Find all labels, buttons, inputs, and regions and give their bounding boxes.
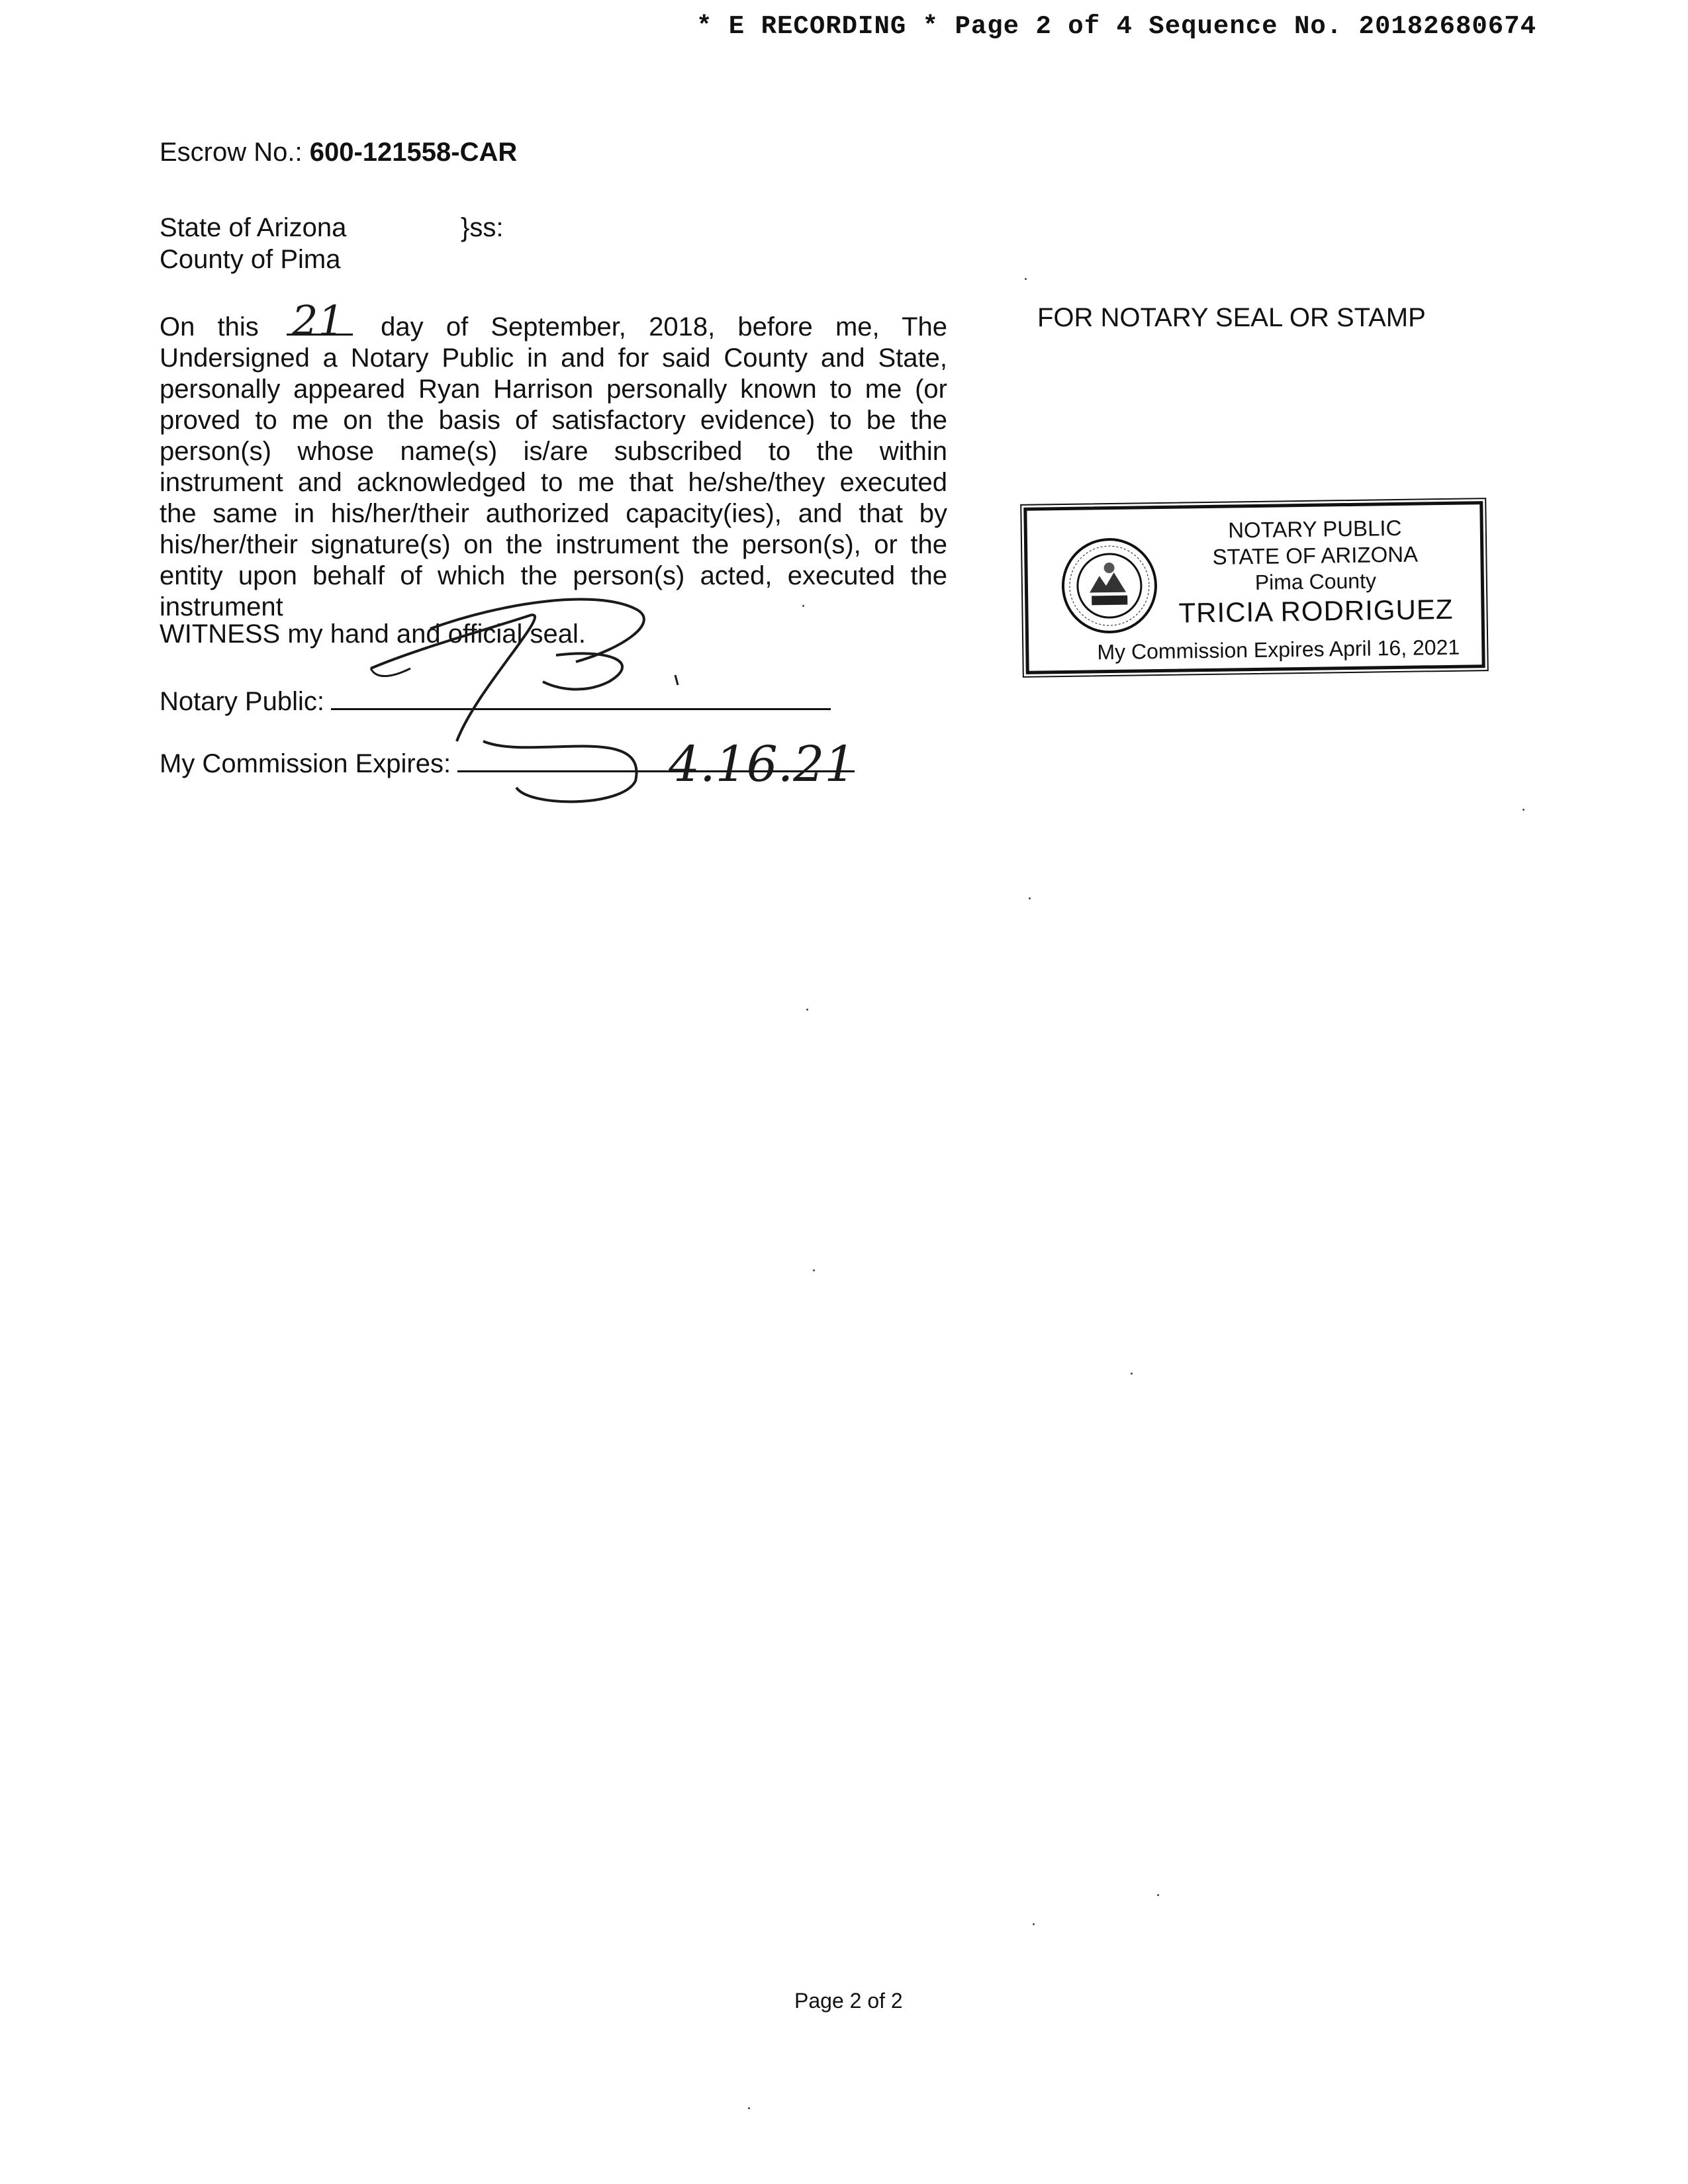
notary-public-line — [160, 682, 831, 717]
scan-speck — [806, 1009, 808, 1011]
ack-line: his/her/their signature(s) on the instrument the person(s), or the — [160, 530, 947, 559]
ack-suffix: day of September, 2018, before me, The — [381, 312, 948, 341]
commission-expires-rule — [457, 744, 855, 772]
escrow-label: Escrow No.: — [160, 138, 303, 167]
scan-speck — [1033, 1923, 1035, 1925]
scan-speck — [1029, 897, 1031, 899]
day-handwritten: 21 — [291, 296, 344, 345]
venue-ss: }ss: — [461, 213, 504, 242]
stamp-line3: Pima County — [1254, 569, 1377, 594]
venue-county: County of Pima — [160, 245, 341, 274]
seal-area-label: FOR NOTARY SEAL OR STAMP — [1037, 303, 1426, 332]
stamp-text — [1156, 514, 1475, 631]
escrow-number: 600-121558-CAR — [309, 138, 518, 167]
venue-block — [160, 212, 504, 275]
state-seal-icon — [1059, 535, 1160, 636]
commission-expires-label: My Commission Expires: — [160, 749, 451, 778]
scan-speck — [1025, 278, 1027, 280]
scan-speck — [748, 2107, 750, 2109]
ack-line: person(s) whose name(s) is/are subscribed to the within — [160, 437, 947, 466]
stamp-name: TRICIA RODRIGUEZ — [1178, 593, 1454, 629]
page-footer: Page 2 of 2 — [794, 1989, 903, 2013]
ack-body — [160, 343, 947, 592]
ack-line: the same in his/her/their authorized capacity(ies), and that by — [160, 499, 947, 528]
venue-state: State of Arizona — [160, 213, 347, 242]
acknowledgment-paragraph — [160, 296, 948, 623]
ack-line: entity upon behalf of which the person(s) acted, executed the — [160, 561, 947, 590]
commission-expires-handwritten: 4.16.21 — [669, 736, 856, 793]
scan-speck — [1157, 1894, 1159, 1896]
scan-speck — [802, 605, 804, 607]
commission-expires-line — [160, 744, 855, 779]
ack-last-line: instrument — [160, 592, 283, 621]
escrow-number-line — [160, 138, 517, 167]
notary-signature-rule — [331, 682, 831, 710]
ack-first-line — [160, 296, 948, 345]
stamp-expires: My Commission Expires April 16, 2021 — [1097, 635, 1460, 664]
notary-stamp — [1023, 501, 1485, 674]
scan-speck — [1131, 1373, 1133, 1375]
day-blank — [287, 296, 353, 345]
recording-header: * E RECORDING * Page 2 of 4 Sequence No. 20182680674 — [696, 12, 1536, 41]
ack-line: personally appeared Ryan Harrison personally known to me (or — [160, 375, 947, 404]
stamp-line1: NOTARY PUBLIC — [1227, 515, 1402, 543]
ack-line: proved to me on the basis of satisfactory evidence) to be the — [160, 406, 947, 435]
scan-speck — [813, 1269, 815, 1271]
scan-speck — [1523, 809, 1524, 811]
witness-line: WITNESS my hand and official seal. — [160, 619, 586, 649]
notary-public-label: Notary Public: — [160, 687, 324, 716]
ack-line: instrument and acknowledged to me that he/she/they executed — [160, 468, 947, 497]
stamp-line2: STATE OF ARIZONA — [1212, 541, 1419, 569]
ack-prefix: On this — [160, 312, 259, 341]
ack-line: Undersigned a Notary Public in and for said County and State, — [160, 343, 947, 373]
